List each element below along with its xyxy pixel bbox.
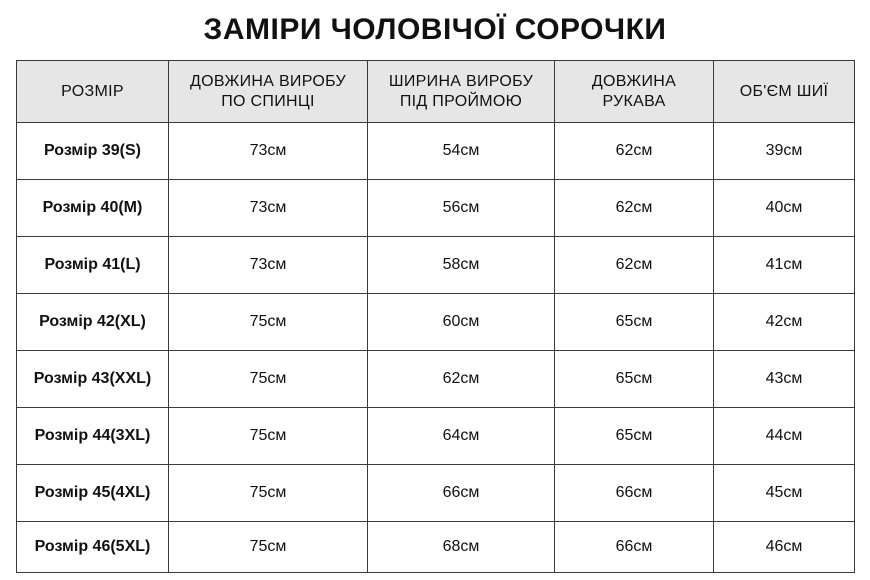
cell-sleeve-length: 62см	[555, 237, 714, 294]
cell-neck-size: 41см	[714, 237, 855, 294]
cell-size-name: Розмір 41(L)	[17, 237, 169, 294]
cell-sleeve-length: 66см	[555, 465, 714, 522]
cell-back-length: 75см	[169, 408, 368, 465]
cell-size-name: Розмір 44(3XL)	[17, 408, 169, 465]
header-sleeve-length: ДОВЖИНА РУКАВА	[555, 61, 714, 123]
table-header-row	[17, 61, 855, 123]
table-row	[17, 522, 855, 573]
cell-size-name: Розмір 43(XXL)	[17, 351, 169, 408]
cell-sleeve-length: 65см	[555, 351, 714, 408]
cell-sleeve-length: 66см	[555, 522, 714, 573]
header-size: РОЗМІР	[17, 61, 169, 123]
cell-neck-size: 44см	[714, 408, 855, 465]
cell-width-under-armhole: 66см	[368, 465, 555, 522]
cell-size-name: Розмір 42(XL)	[17, 294, 169, 351]
cell-width-under-armhole: 56см	[368, 180, 555, 237]
size-chart-table	[16, 60, 855, 573]
cell-neck-size: 40см	[714, 180, 855, 237]
cell-width-under-armhole: 60см	[368, 294, 555, 351]
page-title: ЗАМІРИ ЧОЛОВІЧОЇ СОРОЧКИ	[203, 13, 667, 46]
cell-back-length: 75см	[169, 294, 368, 351]
cell-size-name: Розмір 46(5XL)	[17, 522, 169, 573]
cell-sleeve-length: 62см	[555, 123, 714, 180]
cell-sleeve-length: 65см	[555, 294, 714, 351]
cell-neck-size: 42см	[714, 294, 855, 351]
cell-neck-size: 45см	[714, 465, 855, 522]
header-width-under-armhole: ШИРИНА ВИРОБУ ПІД ПРОЙМОЮ	[368, 61, 555, 123]
cell-neck-size: 39см	[714, 123, 855, 180]
cell-back-length: 73см	[169, 237, 368, 294]
cell-width-under-armhole: 58см	[368, 237, 555, 294]
table-row	[17, 180, 855, 237]
table-row	[17, 408, 855, 465]
header-neck-size: ОБ'ЄМ ШИЇ	[714, 61, 855, 123]
cell-size-name: Розмір 45(4XL)	[17, 465, 169, 522]
cell-back-length: 73см	[169, 123, 368, 180]
cell-size-name: Розмір 40(M)	[17, 180, 169, 237]
cell-sleeve-length: 62см	[555, 180, 714, 237]
table-row	[17, 351, 855, 408]
cell-width-under-armhole: 62см	[368, 351, 555, 408]
table-row	[17, 237, 855, 294]
cell-sleeve-length: 65см	[555, 408, 714, 465]
table-row	[17, 294, 855, 351]
cell-back-length: 75см	[169, 522, 368, 573]
cell-back-length: 75см	[169, 351, 368, 408]
cell-back-length: 75см	[169, 465, 368, 522]
table-row	[17, 123, 855, 180]
header-back-length: ДОВЖИНА ВИРОБУ ПО СПИНЦІ	[169, 61, 368, 123]
table-row	[17, 465, 855, 522]
cell-back-length: 73см	[169, 180, 368, 237]
cell-neck-size: 43см	[714, 351, 855, 408]
cell-width-under-armhole: 64см	[368, 408, 555, 465]
cell-size-name: Розмір 39(S)	[17, 123, 169, 180]
cell-width-under-armhole: 68см	[368, 522, 555, 573]
cell-width-under-armhole: 54см	[368, 123, 555, 180]
cell-neck-size: 46см	[714, 522, 855, 573]
